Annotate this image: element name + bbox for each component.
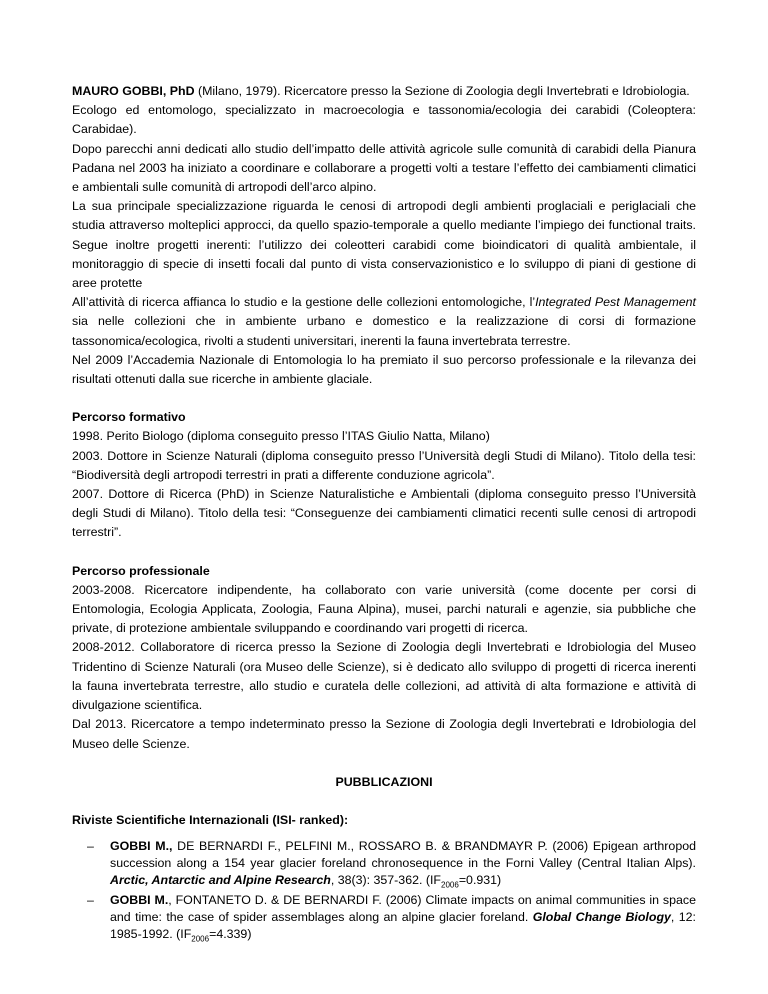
- if-year: 2006: [441, 880, 459, 890]
- list-dash: –: [87, 893, 94, 908]
- author-name: MAURO GOBBI, PhD: [72, 84, 195, 98]
- publication-list: [72, 838, 696, 943]
- publication-item: [87, 892, 696, 944]
- bio-paragraph-2: Ecologo ed entomologo, specializzato in macroecologia e tassonomia/ecologia dei carabidi (Coleoptera: Carabidae).: [72, 103, 696, 137]
- pubblicazioni-subtitle: Riviste Scientifiche Internazionali (ISI- ranked):: [72, 812, 349, 827]
- formativo-heading: Percorso formativo: [72, 410, 186, 425]
- bio-paragraph-intro: [72, 82, 696, 101]
- bio-p5-end: sia nelle collezioni che in ambiente urbano e domestico e la realizzazione di corsi di formazione tassonomica/ecologica, rivolti a studenti universitari, inerenti la fauna invertebrata terrestre.: [72, 314, 696, 348]
- lead-author: GOBBI M.,: [110, 839, 173, 854]
- formativo-item: 2003. Dottore in Scienze Naturali (diploma conseguito presso l’Università degli Studi di Milano). Titolo della tesi: “Biodiversità degli artropodi terrestri in prati a differente conduzione agricola”.: [72, 448, 696, 482]
- formativo-item: 2007. Dottore di Ricerca (PhD) in Scienze Naturalistiche e Ambientali (diploma conseguito presso l’Università degli Studi di Milano). Titolo della tesi: “Conseguenze dei cambiamenti climatici recenti sulle cenosi di artropodi terrestri”.: [72, 487, 696, 540]
- pubblicazioni-heading: PUBBLICAZIONI: [335, 774, 433, 789]
- bio-paragraph-5: [72, 293, 696, 351]
- list-dash: –: [87, 839, 94, 854]
- publication-item: [87, 838, 696, 890]
- impact-factor: =4.339): [209, 927, 252, 942]
- bio-paragraph-3: Dopo parecchi anni dedicati allo studio dell’impatto delle attività agricole sulle comunità di carabidi della Pianura Padana nel 2003 ha iniziato a coordinare e collaborare a progetti volti a testare l’effetto dei cambiamenti climatici e ambientali sulle comunità di artropodi dell’arco alpino.: [72, 141, 696, 195]
- journal-name: Arctic, Antarctic and Alpine Research: [110, 873, 331, 888]
- impact-factor: =0.931): [458, 873, 502, 888]
- lead-author: GOBBI M.: [110, 893, 169, 908]
- if-year: 2006: [191, 934, 210, 944]
- formativo-item: 1998. Perito Biologo (diploma conseguito presso l’ITAS Giulio Natta, Milano): [72, 429, 490, 444]
- bio-paragraph-4: La sua principale specializzazione riguarda le cenosi di artropodi degli ambienti proglaciali e periglaciali che studia attraverso molteplici approcci, da quello spazio-temporale a quello mediante l’impiego dei functional traits. Segue inoltre progetti inerenti: l’utilizzo dei coleotteri carabidi come bioindicatori di qualità ambientale, il monitoraggio di specie di insetti focali dal punto di vista conservazionistico e lo sviluppo di piani di gestione di aree protette: [72, 199, 696, 291]
- publication-authors: DE BERNARDI F., PELFINI M., ROSSARO B. & BRANDMAYR P. (2006) Epigean arthropod succession along a 154 year glacier foreland chronosequence in the Forni Valley (Central Italian Alps).: [110, 839, 696, 871]
- professionale-item: 2008-2012. Collaboratore di ricerca presso la Sezione di Zoologia degli Invertebrati e Idrobiologia del Museo Tridentino di Scienze Naturali (ora Museo delle Scienze), si è dedicato allo sviluppo di progetti di ricerca inerenti la fauna invertebrata terrestre, allo studio e curatela delle collezioni, ad attività di alta formazione e attività di divulgazione scientifica.: [72, 640, 696, 713]
- publication-authors: , FONTANETO D. & DE BERNARDI F. (2006) Climate impacts on animal communities in space and time: the case of spider assemblages along an alpine glacier foreland.: [110, 893, 696, 925]
- publication-details: , 38(3): 357-362. (IF: [330, 873, 442, 888]
- bio-p5-start: All’attività di ricerca affianca lo studio e la gestione delle collezioni entomologiche, l’: [72, 295, 536, 310]
- journal-name: Global Change Biology: [532, 910, 671, 925]
- professionale-item: Dal 2013. Ricercatore a tempo indeterminato presso la Sezione di Zoologia degli Invertebrati e Idrobiologia del Museo delle Scienze.: [72, 717, 696, 751]
- bio-p5-italic: Integrated Pest Management: [535, 295, 696, 310]
- spacer: [72, 754, 696, 773]
- bio-paragraph-6: Nel 2009 l’Accademia Nazionale di Entomologia lo ha premiato il suo percorso professionale e la rilevanza dei risultati ottenuti dalla sue ricerche in ambiente glaciale.: [72, 352, 696, 387]
- professionale-item: 2003-2008. Ricercatore indipendente, ha collaborato con varie università (come docente per corsi di Entomologia, Ecologia Applicata, Zoologia, Fauna Alpina), musei, parchi naturali e agenzie, sia pubbliche che private, di protezione ambientale sviluppando e coordinando vari progetti di ricerca.: [72, 582, 696, 636]
- bio-intro-text: (Milano, 1979). Ricercatore presso la Sezione di Zoologia degli Invertebrati e Idrobiologia.: [194, 84, 690, 98]
- spacer: [72, 792, 696, 811]
- publication-details: , 12: 1985-1992. (IF: [110, 910, 696, 942]
- spacer: [72, 543, 696, 562]
- spacer: [72, 389, 696, 408]
- professionale-heading: Percorso professionale: [72, 563, 210, 578]
